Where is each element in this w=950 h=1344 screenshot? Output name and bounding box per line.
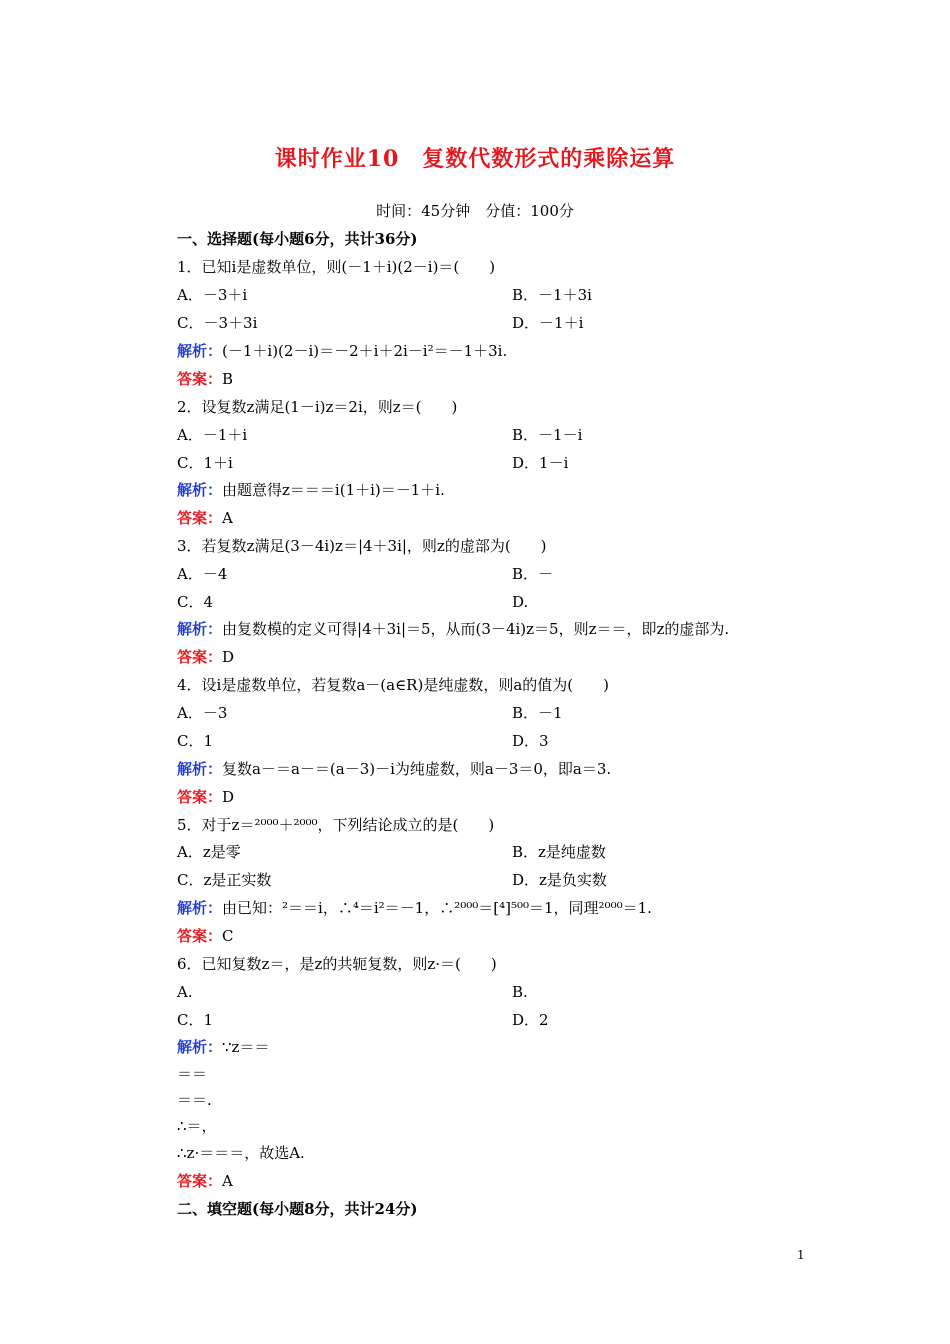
question-6-option-a: A. [177, 983, 193, 1001]
answer-label: 答案： [177, 788, 223, 806]
answer-text: D [222, 648, 235, 666]
analysis-label: 解析： [177, 760, 223, 778]
question-6-step-2: ＝＝. [177, 1091, 212, 1109]
question-2-analysis [177, 480, 445, 500]
question-5-option-a: A．z是零 [177, 843, 241, 861]
question-6-answer [177, 1171, 233, 1191]
answer-text: B [222, 370, 234, 388]
question-1-answer [177, 369, 233, 389]
question-1-option-c: C．－3＋3i [177, 314, 258, 332]
analysis-label: 解析： [177, 481, 223, 499]
section-heading-fill-blank: 二、填空题(每小题8分，共计24分) [177, 1200, 418, 1218]
question-3-answer [177, 647, 234, 667]
question-3-analysis [177, 619, 729, 639]
question-6-option-d: D．2 [512, 1011, 549, 1029]
question-1-option-a: A．－3＋i [177, 286, 248, 304]
question-3-option-a: A．－4 [177, 565, 228, 583]
question-6-step-3: ∴＝， [177, 1117, 217, 1135]
analysis-label: 解析： [177, 1038, 223, 1056]
question-1-option-b: B．－1＋3i [512, 286, 592, 304]
answer-text: C [222, 927, 234, 945]
question-6-option-b: B. [512, 983, 528, 1001]
question-3-stem: 3．若复数z满足(3－4i)z＝|4＋3i|，则z的虚部为( ) [177, 537, 547, 555]
question-5-option-d: D．z是负实数 [512, 871, 607, 889]
question-6-step-1: ＝＝ [177, 1065, 208, 1083]
answer-label: 答案： [177, 370, 223, 388]
analysis-text: (－1＋i)(2－i)＝－2＋i＋2i－i²＝－1＋3i. [222, 342, 508, 360]
question-1-analysis [177, 341, 507, 361]
question-5-option-b: B．z是纯虚数 [512, 843, 606, 861]
question-1-stem: 1．已知i是虚数单位，则(－1＋i)(2－i)＝( ) [177, 258, 496, 276]
question-2-option-b: B．－1－i [512, 426, 583, 444]
question-4-answer [177, 787, 234, 807]
question-4-analysis [177, 759, 611, 779]
question-2-option-d: D．1－i [512, 454, 569, 472]
page-title: 课时作业10 复数代数形式的乘除运算 [274, 146, 676, 172]
analysis-text: 复数a－＝a－＝(a－3)－i为纯虚数，则a－3＝0，即a＝3. [222, 760, 612, 778]
question-6-step-4: ∴z·＝＝＝，故选A. [177, 1144, 305, 1162]
time-score-info: 时间：45分钟 分值：100分 [376, 202, 574, 220]
analysis-text: 由已知：²＝＝i，∴⁴＝i²＝－1，∴²⁰⁰⁰＝[⁴]⁵⁰⁰＝1，同理²⁰⁰⁰＝1. [222, 899, 652, 917]
answer-text: A [222, 509, 233, 527]
analysis-text: ∵z＝＝ [222, 1038, 270, 1056]
question-5-answer [177, 926, 234, 946]
question-4-option-c: C．1 [177, 732, 214, 750]
analysis-label: 解析： [177, 620, 223, 638]
question-4-option-d: D．3 [512, 732, 549, 750]
question-2-option-a: A．－1＋i [177, 426, 248, 444]
question-2-answer [177, 508, 233, 528]
answer-label: 答案： [177, 509, 223, 527]
answer-text: D [222, 788, 235, 806]
question-4-option-a: A．－3 [177, 704, 228, 722]
question-6-analysis [177, 1037, 269, 1057]
question-2-stem: 2．设复数z满足(1－i)z＝2i，则z＝( ) [177, 398, 458, 416]
question-6-option-c: C．1 [177, 1011, 214, 1029]
question-3-option-d: D. [512, 593, 529, 611]
analysis-label: 解析： [177, 899, 223, 917]
question-5-stem: 5．对于z＝²⁰⁰⁰＋²⁰⁰⁰，下列结论成立的是( ) [177, 816, 495, 834]
analysis-label: 解析： [177, 342, 223, 360]
analysis-text: 由题意得z＝＝＝i(1＋i)＝－1＋i. [222, 481, 445, 499]
page-number: 1 [797, 1248, 805, 1262]
question-3-option-c: C．4 [177, 593, 214, 611]
question-5-option-c: C．z是正实数 [177, 871, 272, 889]
answer-text: A [222, 1172, 233, 1190]
section-heading-choice: 一、选择题(每小题6分，共计36分) [177, 230, 418, 248]
question-2-option-c: C．1＋i [177, 454, 233, 472]
question-6-stem: 6．已知复数z＝，是z的共轭复数，则z·＝( ) [177, 955, 497, 973]
answer-label: 答案： [177, 1172, 223, 1190]
question-3-option-b: B．－ [512, 565, 554, 583]
question-4-option-b: B．－1 [512, 704, 563, 722]
analysis-text: 由复数模的定义可得|4＋3i|＝5，从而(3－4i)z＝5，则z＝＝，即z的虚部为. [222, 620, 730, 638]
answer-label: 答案： [177, 927, 223, 945]
question-5-analysis [177, 898, 652, 918]
question-4-stem: 4．设i是虚数单位，若复数a－(a∈R)是纯虚数，则a的值为( ) [177, 676, 609, 694]
question-1-option-d: D．－1＋i [512, 314, 584, 332]
answer-label: 答案： [177, 648, 223, 666]
